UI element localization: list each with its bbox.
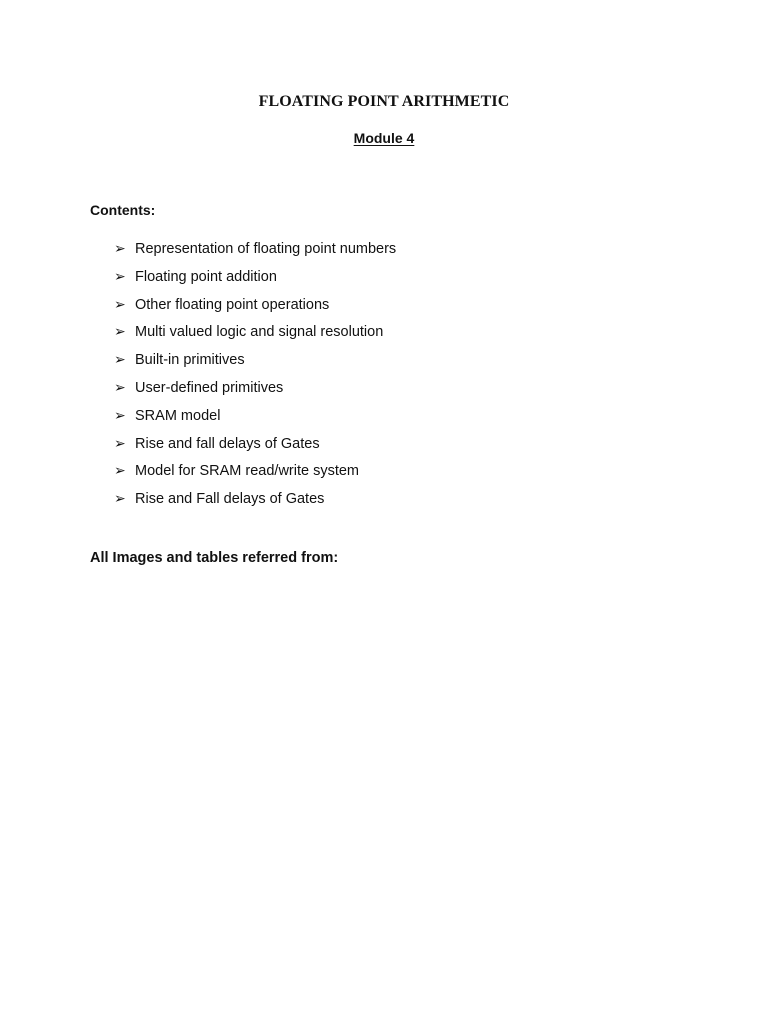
arrow-bullet-icon: ➢: [114, 296, 126, 313]
document-title: FLOATING POINT ARITHMETIC: [258, 93, 510, 110]
list-item: [114, 432, 396, 460]
list-item-text: Built-in primitives: [135, 352, 245, 369]
list-item-text: Rise and fall delays of Gates: [135, 435, 320, 452]
arrow-bullet-icon: ➢: [114, 435, 126, 452]
list-item-text: User-defined primitives: [135, 379, 284, 396]
list-item: [114, 487, 396, 515]
contents-heading: Contents:: [90, 202, 156, 218]
list-item: [114, 376, 396, 404]
contents-list: [114, 237, 396, 515]
arrow-bullet-icon: ➢: [114, 463, 126, 480]
arrow-bullet-icon: ➢: [114, 407, 126, 424]
list-item: [114, 293, 396, 321]
list-item-text: Representation of floating point numbers: [135, 241, 397, 257]
list-item: [114, 320, 396, 348]
arrow-bullet-icon: ➢: [114, 241, 126, 257]
arrow-bullet-icon: ➢: [114, 268, 126, 285]
list-item: [114, 404, 396, 432]
references-heading: All Images and tables referred from:: [90, 550, 339, 566]
list-item-text: Other floating point operations: [135, 296, 330, 313]
arrow-bullet-icon: ➢: [114, 352, 126, 369]
list-item-text: Multi valued logic and signal resolution: [135, 324, 384, 341]
list-item: [114, 459, 396, 487]
list-item: [114, 348, 396, 376]
arrow-bullet-icon: ➢: [114, 324, 126, 341]
arrow-bullet-icon: ➢: [114, 379, 126, 396]
list-item-text: SRAM model: [135, 407, 221, 424]
arrow-bullet-icon: ➢: [114, 491, 126, 508]
list-item: [114, 237, 396, 265]
list-item-text: Rise and Fall delays of Gates: [135, 491, 325, 508]
list-item: [114, 265, 396, 293]
list-item-text: Model for SRAM read/write system: [135, 463, 360, 480]
list-item-text: Floating point addition: [135, 268, 277, 285]
module-label: Module 4: [353, 130, 415, 146]
